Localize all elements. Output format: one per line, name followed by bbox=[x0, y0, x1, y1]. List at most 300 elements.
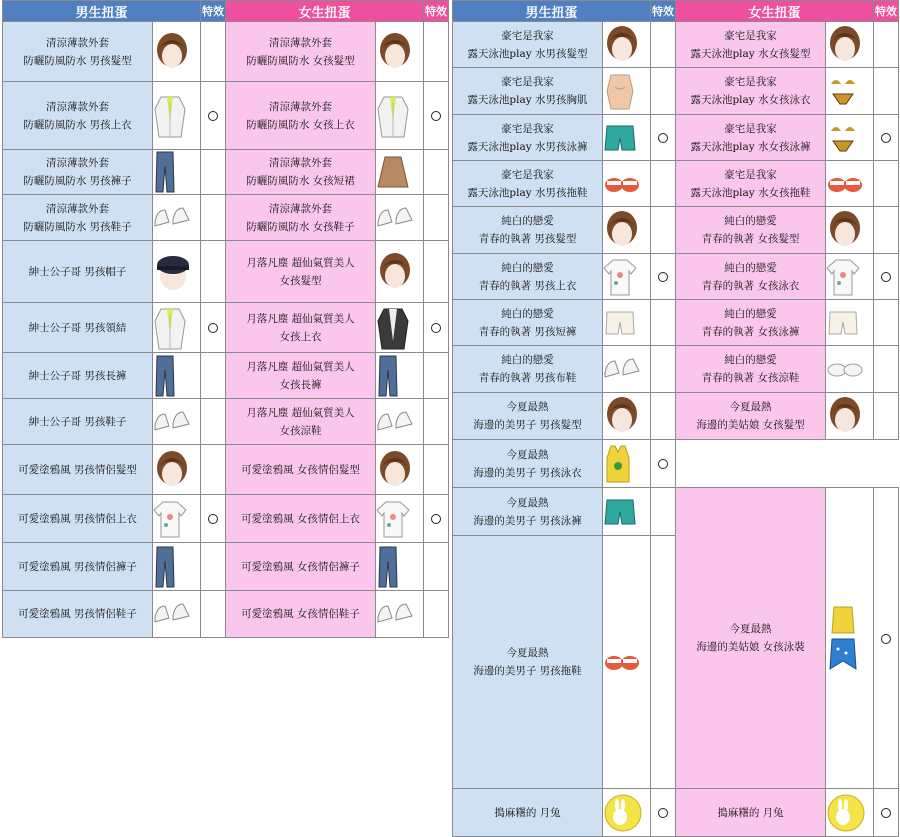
boy-item-image bbox=[603, 254, 651, 300]
boy-effect-cell bbox=[201, 150, 226, 195]
item-name-line: 月落凡塵 超仙氣質美人 bbox=[246, 360, 355, 373]
item-name-line: 海邊的美男子 男孩泳衣 bbox=[473, 466, 582, 479]
bikini-icon bbox=[826, 74, 873, 108]
table-row bbox=[3, 399, 449, 445]
right-gacha-table bbox=[452, 0, 899, 837]
girl-item-name bbox=[676, 300, 826, 346]
girl-item-name bbox=[676, 789, 826, 837]
item-name-line: 可愛塗鴉風 女孩情侶上衣 bbox=[241, 512, 360, 525]
item-name-line: 海邊的美男子 男孩拖鞋 bbox=[473, 665, 582, 677]
boy-gacha-header: 男生扭蛋 bbox=[3, 1, 201, 22]
hair-icon bbox=[826, 394, 873, 438]
girl-effect-header: 特效 bbox=[424, 1, 449, 22]
table-row bbox=[3, 543, 449, 591]
item-name-line: 防曬防風防水 男孩褲子 bbox=[23, 175, 132, 187]
girl-effect-cell bbox=[424, 195, 449, 241]
girl-effect-cell bbox=[424, 495, 449, 543]
shorts-icon bbox=[603, 308, 650, 338]
boy-item-name bbox=[453, 115, 603, 161]
girl-item-name bbox=[226, 195, 376, 241]
girl-item-name bbox=[226, 543, 376, 591]
boy-item-name bbox=[453, 346, 603, 393]
girl-effect-cell bbox=[874, 346, 899, 393]
table-row bbox=[3, 495, 449, 543]
tank-icon bbox=[603, 444, 650, 484]
shoes-icon bbox=[153, 408, 200, 436]
girl-item-image bbox=[376, 195, 424, 241]
girl-item-name bbox=[676, 393, 826, 440]
girl-item-name bbox=[226, 353, 376, 399]
hair-icon bbox=[376, 448, 423, 492]
effect-circle-icon bbox=[658, 459, 668, 469]
girl-effect-cell bbox=[874, 161, 899, 207]
pants-icon bbox=[153, 354, 200, 398]
item-name-line: 清涼薄款外套 bbox=[46, 157, 109, 169]
boy-item-name bbox=[3, 150, 153, 195]
boy-item-image bbox=[153, 399, 201, 445]
hair-icon bbox=[376, 30, 423, 74]
girl-item-image bbox=[376, 353, 424, 399]
boy-effect-header: 特效 bbox=[201, 1, 226, 22]
coat-icon bbox=[153, 93, 200, 139]
item-name-line: 可愛塗鴉風 男孩情侶髮型 bbox=[18, 463, 137, 476]
item-name-line: 清涼薄款外套 bbox=[269, 100, 333, 113]
boy-effect-cell bbox=[651, 300, 676, 346]
item-name-line: 紳士公子哥 男孩長褲 bbox=[28, 369, 127, 382]
girl-item-name bbox=[226, 303, 376, 353]
item-name-line: 紳士公子哥 男孩領結 bbox=[28, 321, 127, 334]
boy-item-name bbox=[453, 488, 603, 536]
boy-effect-cell bbox=[201, 353, 226, 399]
boy-item-image bbox=[153, 353, 201, 399]
item-name-line: 清涼薄款外套 bbox=[269, 202, 333, 215]
item-name-line: 露天泳池play 水男孩髮型 bbox=[467, 47, 588, 60]
table-row bbox=[453, 254, 899, 300]
effect-circle-icon bbox=[881, 272, 891, 282]
shirt-icon bbox=[826, 257, 873, 297]
girl-effect-cell bbox=[424, 445, 449, 495]
hair-icon bbox=[153, 30, 200, 74]
hair-icon bbox=[376, 250, 423, 294]
boy-item-name bbox=[3, 241, 153, 303]
girl-item-image bbox=[376, 399, 424, 445]
girl-item-image bbox=[826, 488, 874, 789]
girl-item-image bbox=[376, 445, 424, 495]
moon-rabbit-icon bbox=[826, 793, 873, 833]
girl-item-image bbox=[376, 495, 424, 543]
item-name-line: 紳士公子哥 男孩帽子 bbox=[28, 265, 127, 278]
boy-item-image bbox=[153, 445, 201, 495]
item-name-line: 露天泳池play 水女孩泳衣 bbox=[690, 94, 811, 106]
boy-effect-cell bbox=[201, 195, 226, 241]
left-gacha-table bbox=[2, 0, 449, 638]
coat-icon bbox=[153, 305, 200, 351]
item-name-line: 防曬防風防水 男孩鞋子 bbox=[23, 220, 132, 233]
girl-item-image bbox=[376, 543, 424, 591]
item-name-line: 豪宅是我家 bbox=[724, 168, 777, 181]
boy-item-image bbox=[603, 68, 651, 115]
item-name-line: 純白的戀愛 bbox=[501, 307, 554, 320]
pants-icon bbox=[153, 150, 200, 194]
boy-effect-cell bbox=[201, 591, 226, 638]
table-row bbox=[453, 346, 899, 393]
effect-circle-icon bbox=[208, 111, 218, 121]
boy-item-image bbox=[603, 789, 651, 837]
item-name-line: 純白的戀愛 bbox=[724, 307, 777, 320]
effect-circle-icon bbox=[881, 133, 891, 143]
boy-item-image bbox=[603, 346, 651, 393]
girl-item-name bbox=[676, 115, 826, 161]
effect-circle-icon bbox=[881, 634, 891, 644]
boy-item-name bbox=[3, 82, 153, 150]
girl-item-image bbox=[376, 591, 424, 638]
girl-item-image bbox=[826, 22, 874, 68]
item-name-line: 純白的戀愛 bbox=[724, 261, 777, 274]
item-name-line: 今夏最熱 bbox=[506, 647, 549, 659]
table-row bbox=[453, 488, 899, 536]
item-name-line: 今夏最熱 bbox=[506, 496, 549, 509]
table-row bbox=[453, 161, 899, 207]
boy-item-name bbox=[453, 254, 603, 300]
item-name-line: 女孩上衣 bbox=[279, 330, 322, 343]
girl-effect-cell bbox=[424, 399, 449, 445]
effect-circle-icon bbox=[431, 514, 441, 524]
moon-rabbit-icon bbox=[603, 793, 650, 833]
item-name-line: 防曬防風防水 女孩鞋子 bbox=[246, 220, 355, 233]
item-name-line: 可愛塗鴉風 女孩情侶鞋子 bbox=[241, 608, 360, 620]
girl-gacha-header: 女生扭蛋 bbox=[226, 1, 424, 22]
item-name-line: 露天泳池play 水女孩拖鞋 bbox=[690, 186, 811, 199]
coat-icon bbox=[376, 93, 423, 139]
table-row bbox=[3, 195, 449, 241]
girl-item-image bbox=[826, 161, 874, 207]
boy-item-name bbox=[3, 22, 153, 82]
boy-item-name bbox=[3, 195, 153, 241]
item-name-line: 純白的戀愛 bbox=[501, 215, 554, 227]
body-icon bbox=[603, 71, 650, 111]
boy-item-image bbox=[603, 440, 651, 488]
item-name-line: 可愛塗鴉風 女孩情侶褲子 bbox=[241, 560, 360, 573]
shoes-icon bbox=[153, 600, 200, 628]
girl-item-name bbox=[676, 254, 826, 300]
item-name-line: 露天泳池play 水女孩髮型 bbox=[690, 47, 811, 60]
item-name-line: 防曬防風防水 女孩上衣 bbox=[246, 118, 355, 131]
boy-effect-cell bbox=[201, 82, 226, 150]
slippers-icon bbox=[603, 649, 650, 675]
effect-circle-icon bbox=[658, 808, 668, 818]
swim-shorts-icon bbox=[603, 496, 650, 528]
boy-item-name bbox=[3, 303, 153, 353]
item-name-line: 海邊的美男子 男孩髮型 bbox=[473, 419, 582, 431]
table-row bbox=[453, 68, 899, 115]
boy-item-image bbox=[153, 543, 201, 591]
item-name-line: 豪宅是我家 bbox=[724, 122, 777, 135]
girl-effect-cell bbox=[874, 488, 899, 789]
boy-item-name bbox=[3, 353, 153, 399]
pants-icon bbox=[376, 545, 423, 589]
item-name-line: 豪宅是我家 bbox=[501, 122, 554, 135]
boy-item-name bbox=[453, 300, 603, 346]
item-name-line: 純白的戀愛 bbox=[724, 215, 777, 227]
boy-item-name bbox=[453, 789, 603, 837]
boy-item-name bbox=[453, 207, 603, 254]
item-name-line: 防曬防風防水 女孩短裙 bbox=[246, 175, 355, 187]
girl-item-image bbox=[376, 241, 424, 303]
item-name-line: 青春的執著 女孩涼鞋 bbox=[701, 372, 800, 384]
item-name-line: 可愛塗鴉風 男孩情侶鞋子 bbox=[18, 608, 137, 620]
boy-item-image bbox=[603, 22, 651, 68]
boy-effect-cell bbox=[651, 440, 676, 488]
girl-item-name bbox=[226, 591, 376, 638]
boy-item-image bbox=[603, 300, 651, 346]
item-name-line: 豪宅是我家 bbox=[724, 76, 777, 88]
item-name-line: 女孩涼鞋 bbox=[279, 424, 322, 437]
item-name-line: 純白的戀愛 bbox=[501, 261, 554, 274]
shoes-icon bbox=[603, 355, 650, 383]
girl-item-name bbox=[226, 22, 376, 82]
shorts-icon bbox=[826, 308, 873, 338]
item-name-line: 海邊的美姑娘 女孩泳裝 bbox=[696, 641, 805, 653]
girl-item-image bbox=[826, 346, 874, 393]
item-name-line: 搗麻糬的 月兔 bbox=[494, 806, 561, 819]
girl-item-name bbox=[676, 68, 826, 115]
girl-item-image bbox=[826, 207, 874, 254]
item-name-line: 清涼薄款外套 bbox=[269, 157, 333, 169]
girl-item-image bbox=[376, 303, 424, 353]
boy-effect-cell bbox=[651, 789, 676, 837]
girl-effect-cell bbox=[424, 353, 449, 399]
boy-effect-cell bbox=[651, 488, 676, 536]
item-name-line: 豪宅是我家 bbox=[501, 168, 554, 181]
skirt-icon bbox=[376, 154, 423, 190]
boy-item-name bbox=[453, 161, 603, 207]
effect-circle-icon bbox=[208, 514, 218, 524]
boy-item-name bbox=[453, 393, 603, 440]
table-row bbox=[3, 303, 449, 353]
shoes-icon bbox=[376, 204, 423, 232]
swimsuit-icon bbox=[826, 603, 873, 673]
boy-item-name bbox=[453, 536, 603, 789]
item-name-line: 青春的執著 男孩布鞋 bbox=[478, 372, 577, 384]
item-name-line: 青春的執著 女孩泳褲 bbox=[701, 325, 800, 338]
boy-item-name bbox=[3, 543, 153, 591]
shirt-icon bbox=[603, 257, 650, 297]
item-name-line: 今夏最熱 bbox=[506, 448, 549, 461]
girl-effect-cell bbox=[424, 150, 449, 195]
table-row bbox=[453, 789, 899, 837]
girl-item-name bbox=[676, 207, 826, 254]
item-name-line: 今夏最熱 bbox=[729, 623, 772, 635]
item-name-line: 可愛塗鴉風 男孩情侶上衣 bbox=[18, 512, 137, 525]
shoes-icon bbox=[153, 204, 200, 232]
boy-item-image bbox=[603, 393, 651, 440]
table-row bbox=[453, 300, 899, 346]
boy-item-image bbox=[603, 161, 651, 207]
boy-effect-cell bbox=[651, 254, 676, 300]
sandals-icon bbox=[826, 357, 873, 381]
item-name-line: 防曬防風防水 男孩髮型 bbox=[23, 54, 132, 67]
shirt-icon bbox=[153, 499, 200, 539]
boy-item-image bbox=[153, 150, 201, 195]
item-name-line: 清涼薄款外套 bbox=[269, 36, 333, 49]
girl-effect-cell bbox=[424, 241, 449, 303]
hair-icon bbox=[603, 208, 650, 252]
bikini-icon bbox=[826, 121, 873, 155]
slippers-icon bbox=[826, 171, 873, 197]
girl-item-name bbox=[226, 445, 376, 495]
swim-shorts-icon bbox=[603, 122, 650, 154]
boy-effect-cell bbox=[201, 399, 226, 445]
effect-circle-icon bbox=[431, 323, 441, 333]
girl-gacha-header: 女生扭蛋 bbox=[676, 1, 874, 22]
item-name-line: 青春的執著 男孩髮型 bbox=[478, 233, 577, 245]
slippers-icon bbox=[603, 171, 650, 197]
item-name-line: 青春的執著 女孩髮型 bbox=[701, 233, 800, 245]
item-name-line: 青春的執著 女孩泳衣 bbox=[701, 279, 800, 292]
girl-effect-cell bbox=[874, 254, 899, 300]
boy-effect-cell bbox=[651, 536, 676, 789]
boy-item-image bbox=[153, 303, 201, 353]
girl-effect-header: 特效 bbox=[874, 1, 899, 22]
boy-gacha-header: 男生扭蛋 bbox=[453, 1, 651, 22]
boy-item-image bbox=[153, 22, 201, 82]
item-name-line: 可愛塗鴉風 男孩情侶褲子 bbox=[18, 560, 137, 573]
boy-item-name bbox=[453, 22, 603, 68]
item-name-line: 露天泳池play 水女孩泳褲 bbox=[690, 140, 811, 153]
boy-item-image bbox=[603, 207, 651, 254]
item-name-line: 清涼薄款外套 bbox=[46, 36, 109, 49]
boy-item-name bbox=[453, 68, 603, 115]
girl-effect-cell bbox=[874, 789, 899, 837]
item-name-line: 豪宅是我家 bbox=[501, 29, 554, 42]
item-name-line: 防曬防風防水 女孩髮型 bbox=[246, 54, 355, 67]
boy-item-image bbox=[603, 536, 651, 789]
item-name-line: 露天泳池play 水男孩拖鞋 bbox=[467, 186, 588, 199]
table-row bbox=[453, 440, 899, 488]
item-name-line: 紳士公子哥 男孩鞋子 bbox=[28, 415, 127, 428]
effect-circle-icon bbox=[881, 808, 891, 818]
girl-item-image bbox=[826, 254, 874, 300]
girl-item-image bbox=[826, 68, 874, 115]
table-row bbox=[3, 22, 449, 82]
item-name-line: 海邊的美姑娘 女孩髮型 bbox=[696, 419, 805, 431]
shoes-icon bbox=[376, 408, 423, 436]
item-name-line: 豪宅是我家 bbox=[501, 76, 554, 88]
girl-item-name bbox=[676, 346, 826, 393]
item-name-line: 純白的戀愛 bbox=[501, 354, 554, 366]
boy-item-image bbox=[153, 591, 201, 638]
item-name-line: 青春的執著 男孩上衣 bbox=[478, 279, 577, 292]
girl-item-image bbox=[826, 300, 874, 346]
boy-effect-cell bbox=[651, 68, 676, 115]
girl-effect-cell bbox=[874, 22, 899, 68]
item-name-line: 搗麻糬的 月兔 bbox=[717, 806, 784, 819]
table-row bbox=[3, 82, 449, 150]
girl-effect-cell bbox=[424, 591, 449, 638]
item-name-line: 月落凡塵 超仙氣質美人 bbox=[246, 312, 355, 325]
boy-item-name bbox=[3, 591, 153, 638]
item-name-line: 海邊的美男子 男孩泳褲 bbox=[473, 514, 582, 527]
girl-item-image bbox=[826, 393, 874, 440]
item-name-line: 女孩長褲 bbox=[279, 378, 322, 391]
item-name-line: 月落凡塵 超仙氣質美人 bbox=[246, 256, 355, 269]
girl-item-image bbox=[376, 82, 424, 150]
hair-icon bbox=[153, 448, 200, 492]
item-name-line: 露天泳池play 水男孩泳褲 bbox=[467, 140, 588, 153]
boy-effect-cell bbox=[201, 22, 226, 82]
boy-item-name bbox=[453, 440, 603, 488]
girl-item-image bbox=[826, 789, 874, 837]
boy-effect-cell bbox=[651, 161, 676, 207]
boy-item-image bbox=[153, 495, 201, 543]
item-name-line: 今夏最熱 bbox=[729, 401, 772, 413]
table-row bbox=[453, 393, 899, 440]
shirt-icon bbox=[376, 499, 423, 539]
table-row bbox=[3, 353, 449, 399]
boy-item-image bbox=[153, 82, 201, 150]
table-row bbox=[453, 115, 899, 161]
girl-item-image bbox=[376, 150, 424, 195]
boy-effect-cell bbox=[651, 346, 676, 393]
girl-item-name bbox=[676, 161, 826, 207]
boy-effect-cell bbox=[201, 543, 226, 591]
table-row bbox=[3, 241, 449, 303]
girl-effect-cell bbox=[424, 22, 449, 82]
table-row bbox=[3, 591, 449, 638]
jacket-icon bbox=[376, 305, 423, 351]
girl-item-name bbox=[226, 241, 376, 303]
boy-effect-cell bbox=[651, 22, 676, 68]
effect-circle-icon bbox=[208, 323, 218, 333]
girl-effect-cell bbox=[874, 68, 899, 115]
girl-effect-cell bbox=[874, 300, 899, 346]
boy-item-image bbox=[153, 241, 201, 303]
hair-icon bbox=[826, 23, 873, 67]
boy-item-image bbox=[603, 488, 651, 536]
girl-effect-cell bbox=[874, 115, 899, 161]
item-name-line: 純白的戀愛 bbox=[724, 354, 777, 366]
boy-effect-cell bbox=[651, 207, 676, 254]
boy-effect-header: 特效 bbox=[651, 1, 676, 22]
table-row bbox=[3, 150, 449, 195]
item-name-line: 月落凡塵 超仙氣質美人 bbox=[246, 406, 355, 419]
table-row bbox=[453, 22, 899, 68]
girl-item-name bbox=[676, 22, 826, 68]
item-name-line: 可愛塗鴉風 女孩情侶髮型 bbox=[241, 463, 360, 476]
boy-effect-cell bbox=[651, 393, 676, 440]
girl-item-name bbox=[226, 495, 376, 543]
item-name-line: 女孩髮型 bbox=[279, 274, 322, 287]
item-name-line: 清涼薄款外套 bbox=[46, 202, 109, 215]
hat-icon bbox=[153, 252, 200, 292]
item-name-line: 清涼薄款外套 bbox=[46, 100, 109, 113]
girl-effect-cell bbox=[424, 303, 449, 353]
girl-item-name bbox=[226, 150, 376, 195]
boy-item-name bbox=[3, 399, 153, 445]
girl-effect-cell bbox=[424, 543, 449, 591]
boy-effect-cell bbox=[201, 241, 226, 303]
girl-effect-cell bbox=[424, 82, 449, 150]
girl-item-name bbox=[226, 399, 376, 445]
boy-item-name bbox=[3, 445, 153, 495]
boy-effect-cell bbox=[201, 495, 226, 543]
table-row bbox=[3, 445, 449, 495]
effect-circle-icon bbox=[658, 272, 668, 282]
item-name-line: 露天泳池play 水男孩胸肌 bbox=[467, 94, 588, 106]
girl-item-name bbox=[226, 82, 376, 150]
item-name-line: 豪宅是我家 bbox=[724, 29, 777, 42]
girl-item-image bbox=[826, 115, 874, 161]
